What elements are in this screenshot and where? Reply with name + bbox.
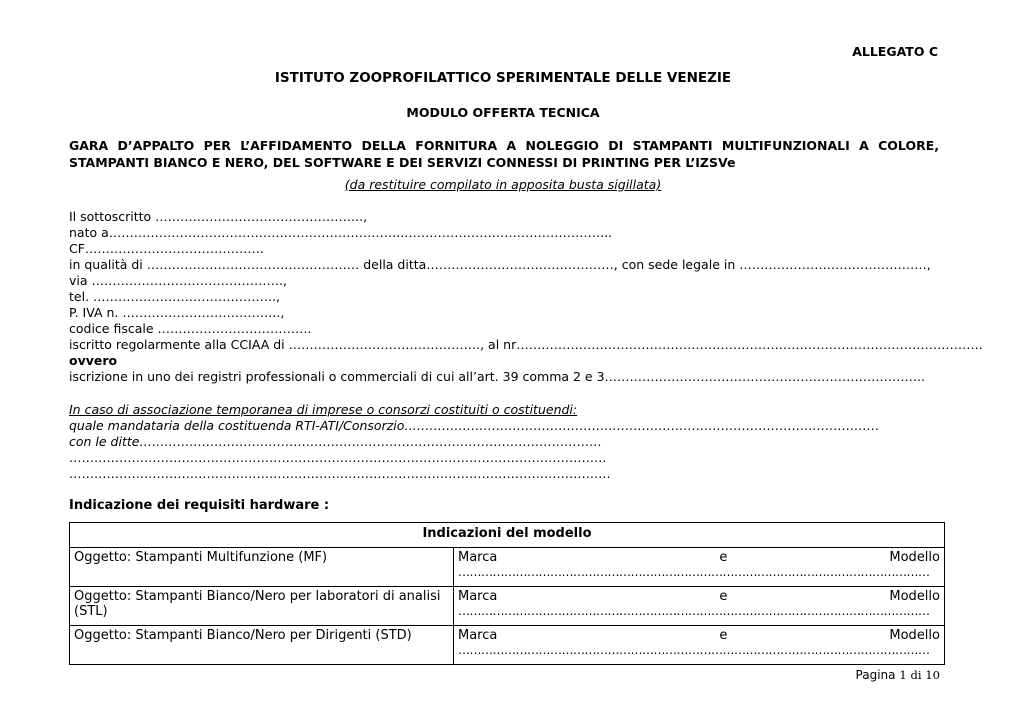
ovvero-label: ovvero xyxy=(69,353,118,368)
table-header-row xyxy=(70,523,945,548)
field-cf: CF……………………………………. xyxy=(69,241,264,256)
field-iscrizione: iscrizione in uno dei registri professionali o commerciali di cui all’art. 39 comma 2 e 3………………………………………………………………….. xyxy=(69,369,925,384)
marca-label: Marca xyxy=(458,550,498,565)
table-title: Indicazioni del modello xyxy=(70,523,945,548)
tender-title xyxy=(69,137,939,171)
rti-ditte: con le ditte………………………………………………………………………………………………… xyxy=(69,434,602,449)
oggetto-cell: Oggetto: Stampanti Bianco/Nero per laboratori di analisi (STL) xyxy=(70,587,454,626)
field-iscritto: iscritto regolarmente alla CCIAA di ………………………………………., al nr…………………………………………………………………………………………………. xyxy=(69,337,983,352)
field-piva: P. IVA n. ……………………………….., xyxy=(69,305,285,320)
table-row xyxy=(70,626,945,665)
rti-heading: In caso di associazione temporanea di imprese o consorzi costituiti o costituendi: xyxy=(69,402,578,417)
table-row xyxy=(70,587,945,626)
page-number: 1 xyxy=(899,668,907,682)
page-footer xyxy=(856,668,940,682)
page-of-label: di xyxy=(910,668,922,682)
model-cell xyxy=(454,548,945,587)
marca-label: Marca xyxy=(458,589,498,604)
modello-label: Modello xyxy=(889,589,940,604)
e-label: e xyxy=(719,550,728,565)
page-label: Pagina xyxy=(855,668,896,682)
rti-dots-line: …………………………………………………………………………………………………………………. xyxy=(69,466,611,481)
model-cell xyxy=(454,587,945,626)
tender-title-line-1: GARA D’APPALTO PER L’AFFIDAMENTO DELLA FORNITURA A NOLEGGIO DI STAMPANTI MULTIFUNZIONALI A COLORE, xyxy=(69,138,939,153)
oggetto-cell: Oggetto: Stampanti Bianco/Nero per Dirigenti (STD) xyxy=(70,626,454,665)
e-label: e xyxy=(719,589,728,604)
modello-label: Modello xyxy=(889,628,940,643)
rti-mandataria: quale mandataria della costituenda RTI-ATI/Consorzio…………………………………………………………………………………………………… xyxy=(69,418,880,433)
model-dots: …………………………………………………………………………………………………………… xyxy=(458,643,930,657)
oggetto-cell: Oggetto: Stampanti Multifunzione (MF) xyxy=(70,548,454,587)
field-codice-fiscale: codice fiscale ………………………………. xyxy=(69,321,312,336)
e-label: e xyxy=(719,628,728,643)
field-nato: nato a……………………………………………………………..………………………………………….. xyxy=(69,225,613,240)
field-via: via ………………………………………., xyxy=(69,273,287,288)
table-row xyxy=(70,548,945,587)
modello-label: Modello xyxy=(889,550,940,565)
allegato-label: ALLEGATO C xyxy=(852,44,938,59)
marca-label: Marca xyxy=(458,628,498,643)
rti-dots-line: ………………………………………………………………………………………………………………… xyxy=(69,450,607,465)
model-dots: …………………………………………………………………………………………………………… xyxy=(458,604,930,618)
institute-title: ISTITUTO ZOOPROFILATTICO SPERIMENTALE DELLE VENEZIE xyxy=(274,70,732,86)
form-title: MODULO OFFERTA TECNICA xyxy=(406,105,600,120)
page-total: 10 xyxy=(925,668,940,682)
field-tel: tel. …………………………………….., xyxy=(69,289,280,304)
hardware-heading: Indicazione dei requisiti hardware : xyxy=(69,498,330,513)
model-cell xyxy=(454,626,945,665)
return-instructions: (da restituire compilato in apposita busta sigillata) xyxy=(344,177,662,192)
tender-title-line-2: STAMPANTI BIANCO E NERO, DEL SOFTWARE E DEI SERVIZI CONNESSI DI PRINTING PER L’IZSVe xyxy=(69,155,736,170)
field-qualita: in qualità di …………………………………………… della ditta………………………………………, con sede legale in ………………………………………, xyxy=(69,257,931,272)
field-sottoscritto: Il sottoscritto ………………………………………….., xyxy=(69,209,368,224)
hardware-table xyxy=(69,522,945,665)
model-dots: …………………………………………………………………………………………………………… xyxy=(458,565,930,579)
